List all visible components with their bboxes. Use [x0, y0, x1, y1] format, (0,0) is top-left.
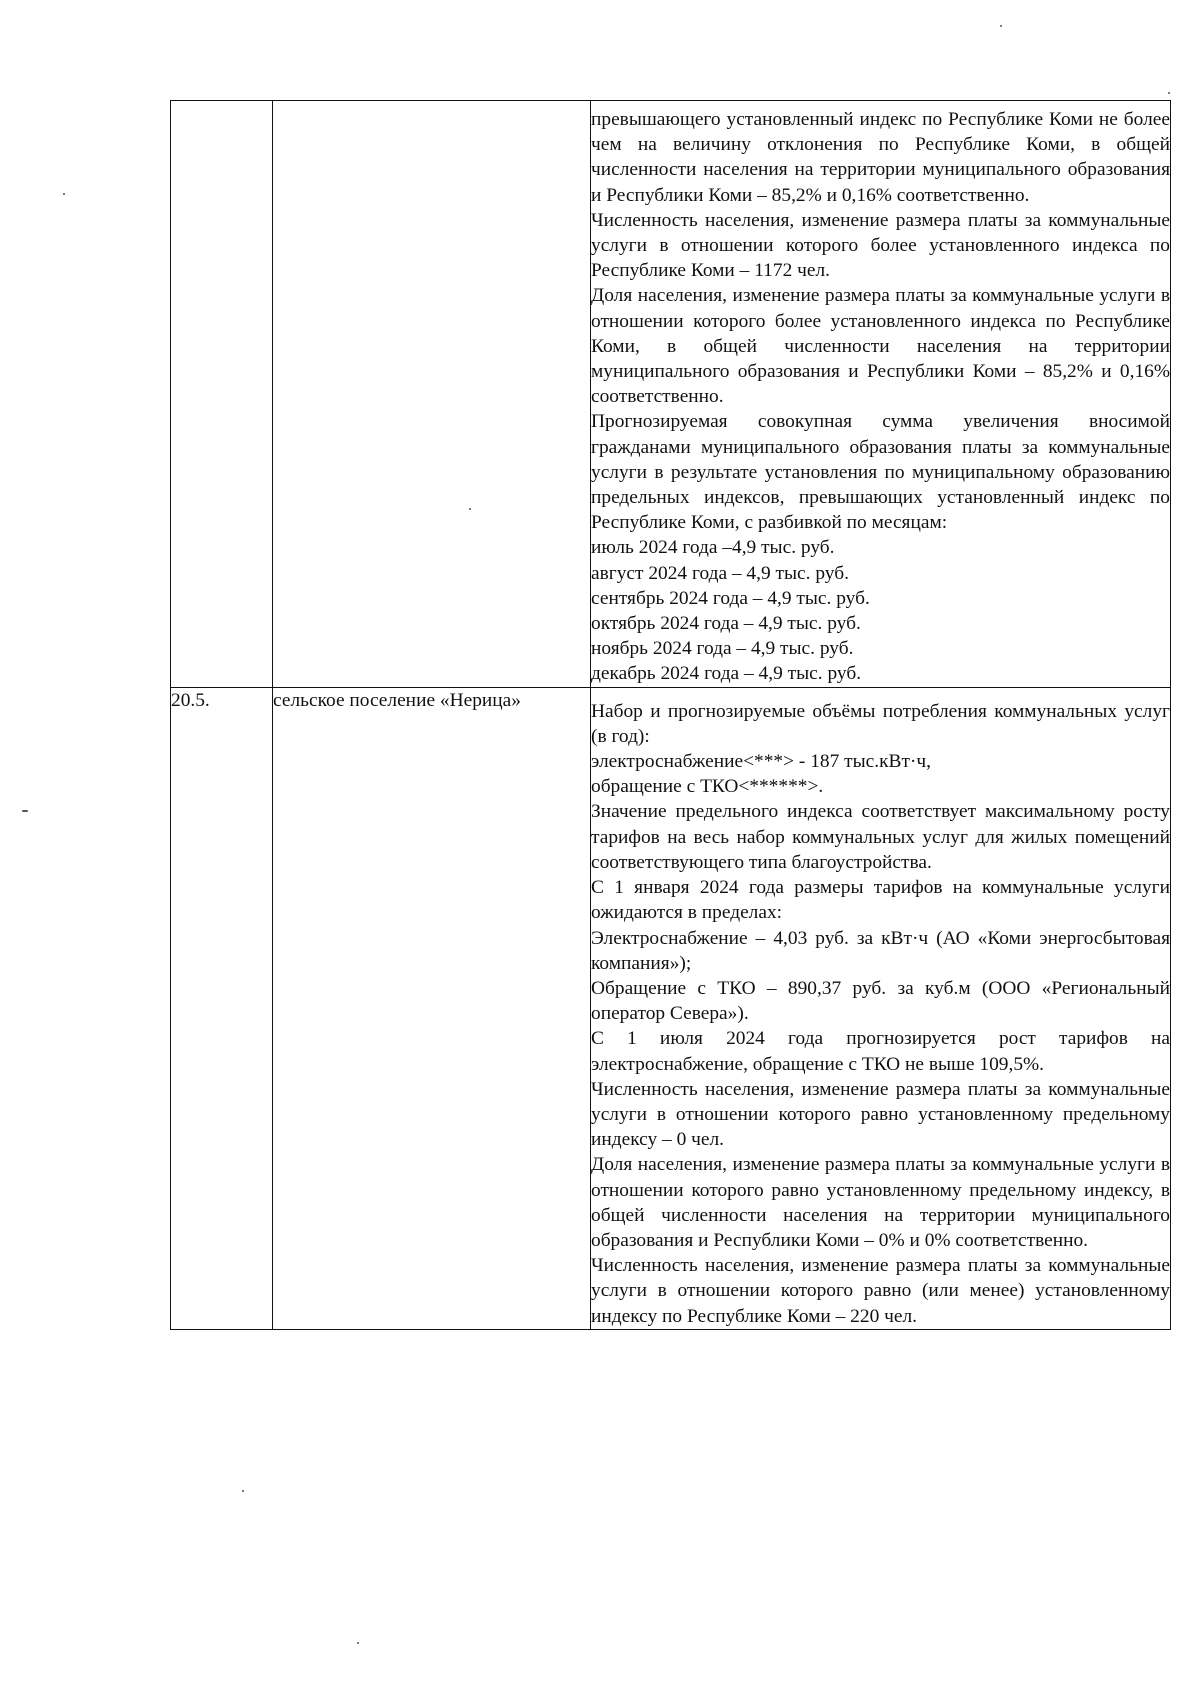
- description-cell: [591, 101, 1171, 688]
- paragraph: декабрь 2024 года – 4,9 тыс. руб.: [591, 663, 862, 685]
- paragraph: Доля населения, изменение размера платы за коммунальные услуги в отношении которого более установленного индекса по Республике Коми, в общей численности населения на территории муниципального образования и Республики Коми – 85,2% и 0,16% соответственно.: [591, 285, 1170, 408]
- municipality-name-cell: сельское поселение «Нерица»: [273, 687, 591, 1329]
- paragraph: ноябрь 2024 года – 4,9 тыс. руб.: [591, 638, 854, 660]
- paragraph: обращение с ТКО<******>.: [591, 776, 824, 798]
- paragraph: Доля населения, изменение размера платы за коммунальные услуги в отношении которого равно установленному предельному индексу, в общей численности населения на территории муниципального образования и Республики Коми – 0% и 0% соответственно.: [591, 1154, 1170, 1251]
- paragraph: Прогнозируемая совокупная сумма увеличения вносимой гражданами муниципального образования платы за коммунальные услуги в результате установления по муниципальному образованию предельных индексов, превышающих установленный индекс по Республике Коми, с разбивкой по месяцам:: [591, 411, 1170, 534]
- scan-speck: [1168, 92, 1170, 94]
- scan-speck: [357, 1642, 359, 1644]
- paragraph: Численность населения, изменение размера платы за коммунальные услуги в отношении которого равно (или менее) установленному индексу по Республике Коми – 220 чел.: [591, 1255, 1170, 1327]
- scan-speck: [1000, 25, 1002, 27]
- paragraph: Электроснабжение – 4,03 руб. за кВт·ч (АО «Коми энергосбытовая компания»);: [591, 927, 1170, 974]
- scan-speck: [63, 193, 65, 195]
- paragraph: Набор и прогнозируемые объёмы потребления коммунальных услуг (в год):: [591, 700, 1170, 747]
- scan-speck: [242, 1490, 244, 1492]
- paragraph: С 1 января 2024 года размеры тарифов на коммунальные услуги ожидаются в пределах:: [591, 877, 1170, 924]
- paragraph: сентябрь 2024 года – 4,9 тыс. руб.: [591, 587, 870, 609]
- row-number-cell: [171, 101, 273, 688]
- scan-speck: [22, 810, 28, 812]
- municipality-name-cell: [273, 101, 591, 688]
- paragraph: превышающего установленный индекс по Республике Коми не более чем на величину отклонения по Республике Коми, в общей численности населения на территории муниципального образования и Республики Коми – 85,2% и 0,16% соответственно.: [591, 109, 1170, 206]
- paragraph: С 1 июля 2024 года прогнозируется рост тарифов на электроснабжение, обращение с ТКО не выше 109,5%.: [591, 1028, 1170, 1075]
- paragraph: Численность населения, изменение размера платы за коммунальные услуги в отношении которого более установленного индекса по Республике Коми – 1172 чел.: [591, 209, 1170, 282]
- paragraph: Обращение с ТКО – 890,37 руб. за куб.м (ООО «Региональный оператор Севера»).: [591, 977, 1170, 1025]
- row-number-cell: 20.5.: [171, 687, 273, 1329]
- scan-speck: [469, 508, 471, 510]
- paragraph: Значение предельного индекса соответствует максимальному росту тарифов на весь набор коммунальных услуг для жилых помещений соответствующего типа благоустройства.: [591, 801, 1170, 873]
- paragraph: Численность населения, изменение размера платы за коммунальные услуги в отношении которого равно установленному предельному индексу – 0 чел.: [591, 1078, 1170, 1151]
- tariff-table: [170, 100, 1171, 1330]
- paragraph: октябрь 2024 года – 4,9 тыс. руб.: [591, 613, 861, 635]
- description-cell: [591, 687, 1171, 1329]
- paragraph: июль 2024 года –4,9 тыс. руб.: [591, 537, 835, 559]
- table-row: [171, 687, 1171, 1329]
- paragraph: электроснабжение<***> - 187 тыс.кВт·ч,: [591, 751, 931, 773]
- table-row: [171, 101, 1171, 688]
- paragraph: август 2024 года – 4,9 тыс. руб.: [591, 562, 849, 584]
